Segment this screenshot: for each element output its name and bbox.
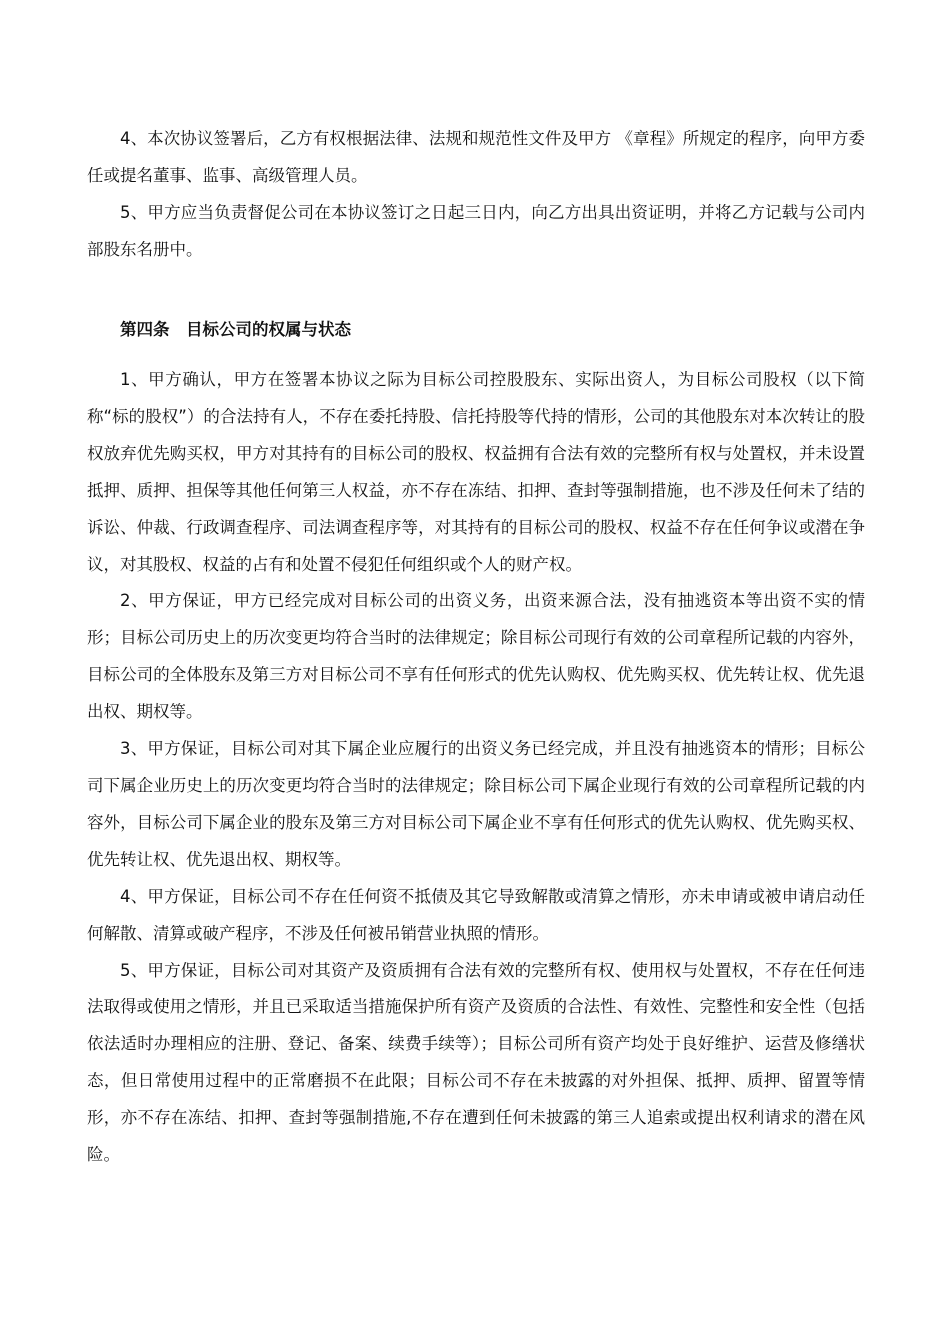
clause-4-2: 2、甲方保证，甲方已经完成对目标公司的出资义务，出资来源合法，没有抽逃资本等出资不实的情形；目标公司历史上的历次变更均符合当时的法律规定；除目标公司现行有效的公司章程所记载的内容外，目标公司的全体股东及第三方对目标公司不享有任何形式的优先认购权、优先购买权、优先转让权、优先退出权、期权等。	[87, 591, 865, 722]
clause-4-5: 5、甲方保证，目标公司对其资产及资质拥有合法有效的完整所有权、使用权与处置权，不存在任何违法取得或使用之情形，并且已采取适当措施保护所有资产及资质的合法性、有效性、完整性和安全性（包括依法适时办理相应的注册、登记、备案、续费手续等）；目标公司所有资产均处于良好维护、运营及修缮状态，但日常使用过程中的正常磨损不在此限；目标公司不存在未披露的对外担保、抵押、质押、留置等情形，亦不存在冻结、扣押、查封等强制措施,不存在遭到任何未披露的第三人追索或提出权利请求的潜在风险。	[87, 960, 865, 1165]
clause-4-3: 3、甲方保证，目标公司对其下属企业应履行的出资义务已经完成，并且没有抽逃资本的情形；目标公司下属企业历史上的历次变更均符合当时的法律规定；除目标公司下属企业现行有效的公司章程所记载的内容外，目标公司下属企业的股东及第三方对目标公司下属企业不享有任何形式的优先认购权、优先购买权、优先转让权、优先退出权、期权等。	[87, 739, 865, 869]
previous-section-clauses	[87, 121, 865, 269]
section-4-clauses	[87, 362, 865, 1174]
clause-3-5: 5、甲方应当负责督促公司在本协议签订之日起三日内，向乙方出具出资证明，并将乙方记载与公司内部股东名册中。	[87, 202, 865, 259]
clause-4-4: 4、甲方保证，目标公司不存在任何资不抵债及其它导致解散或清算之情形，亦未申请或被申请启动任何解散、清算或破产程序，不涉及任何被吊销营业执照的情形。	[87, 886, 865, 943]
section-4-heading: 第四条 目标公司的权属与状态	[120, 320, 351, 339]
section-4-heading-wrap	[87, 312, 865, 348]
clause-4-1: 1、甲方确认，甲方在签署本协议之际为目标公司控股股东、实际出资人，为目标公司股权（以下简称“标的股权”）的合法持有人，不存在委托持股、信托持股等代持的情形，公司的其他股东对本次转让的股权放弃优先购买权，甲方对其持有的目标公司的股权、权益拥有合法有效的完整所有权与处置权，并未设置抵押、质押、担保等其他任何第三人权益，亦不存在冻结、扣押、查封等强制措施，也不涉及任何未了结的诉讼、仲裁、行政调查程序、司法调查程序等，对其持有的目标公司的股权、权益不存在任何争议或潜在争议，对其股权、权益的占有和处置不侵犯任何组织或个人的财产权。	[87, 370, 865, 574]
clause-3-4: 4、本次协议签署后，乙方有权根据法律、法规和规范性文件及甲方 《章程》所规定的程序，向甲方委任或提名董事、监事、高级管理人员。	[87, 129, 865, 185]
